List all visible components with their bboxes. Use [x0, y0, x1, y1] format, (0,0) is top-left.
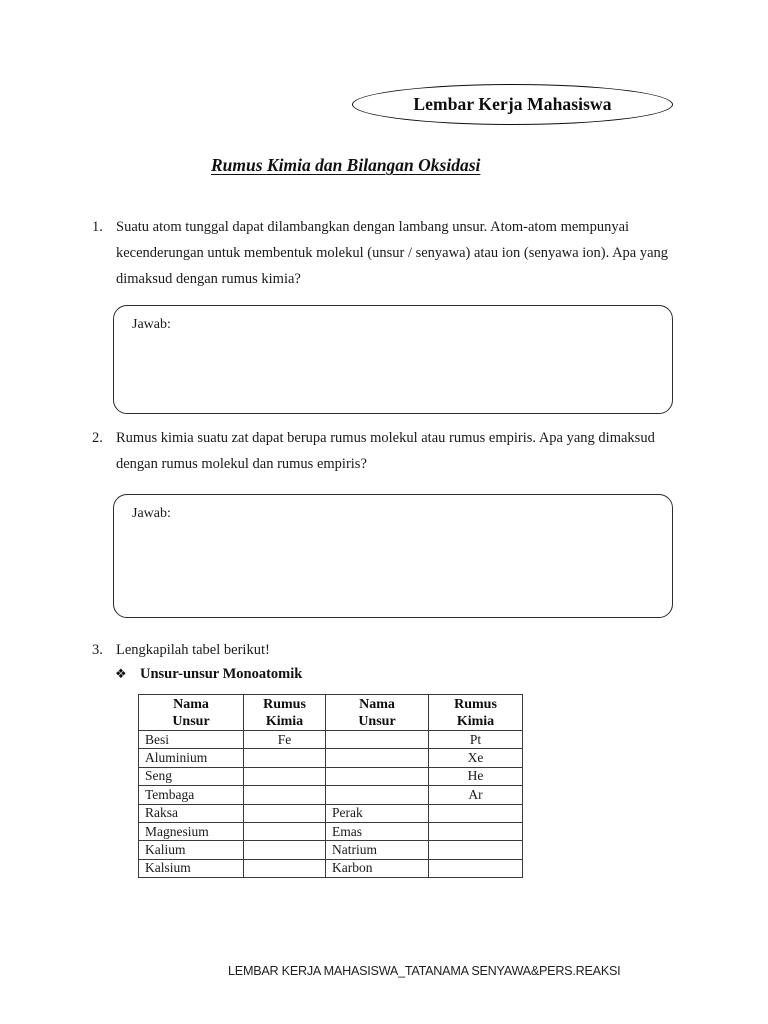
table-header-line1: Nama — [359, 696, 395, 712]
table-cell-name-right[interactable]: Natrium — [326, 841, 429, 859]
table-cell-formula-left[interactable] — [244, 822, 326, 840]
table-cell-formula-left[interactable] — [244, 786, 326, 804]
table-header-cell-2 — [244, 695, 326, 731]
table-header-cell-3 — [326, 695, 429, 731]
question-number-3: 3. — [92, 642, 103, 658]
table-header-line1: Rumus — [454, 696, 497, 712]
answer-label-2: Jawab: — [132, 506, 171, 521]
table-cell-name-left[interactable]: Kalium — [139, 841, 244, 859]
question-item-3 — [92, 637, 516, 663]
table-header-line1: Rumus — [263, 696, 306, 712]
table-cell-name-left[interactable]: Aluminium — [139, 749, 244, 767]
table-cell-name-right[interactable]: Emas — [326, 822, 429, 840]
page-footer: LEMBAR KERJA MAHASISWA_TATANAMA SENYAWA&PERS.REAKSI — [228, 963, 621, 978]
table-row — [139, 731, 523, 749]
table-cell-formula-right[interactable] — [429, 822, 523, 840]
table-row — [139, 767, 523, 785]
table-row — [139, 786, 523, 804]
table-cell-name-left[interactable]: Besi — [139, 731, 244, 749]
table-header-line2: Unsur — [358, 713, 396, 729]
question-number-2: 2. — [92, 430, 103, 446]
table-cell-formula-right[interactable]: Xe — [429, 749, 523, 767]
table-cell-name-left[interactable]: Raksa — [139, 804, 244, 822]
table-cell-name-right[interactable] — [326, 749, 429, 767]
table-cell-formula-right[interactable] — [429, 859, 523, 877]
section-heading-label: Unsur-unsur Monoatomik — [140, 666, 303, 682]
question-text-2: Rumus kimia suatu zat dapat berupa rumus molekul atau rumus empiris. Apa yang dimaksud dengan rumus molekul dan rumus empiris? — [116, 430, 655, 472]
table-cell-formula-right[interactable]: Pt — [429, 731, 523, 749]
question-item-2 — [92, 425, 676, 477]
question-text-3: Lengkapilah tabel berikut! — [116, 642, 270, 658]
table-cell-formula-left[interactable] — [244, 804, 326, 822]
answer-box-2[interactable] — [113, 494, 673, 618]
question-number-1: 1. — [92, 219, 103, 235]
table-cell-formula-left[interactable] — [244, 841, 326, 859]
table-cell-name-left[interactable]: Tembaga — [139, 786, 244, 804]
table-header-line2: Unsur — [172, 713, 210, 729]
table-cell-name-right[interactable]: Karbon — [326, 859, 429, 877]
table-header-line2: Kimia — [456, 713, 495, 729]
table-row — [139, 859, 523, 877]
worksheet-title-text: Lembar Kerja Mahasiswa — [413, 94, 612, 114]
table-cell-name-left[interactable]: Seng — [139, 767, 244, 785]
table-cell-formula-right[interactable] — [429, 841, 523, 859]
table-cell-formula-left[interactable] — [244, 767, 326, 785]
table-cell-name-right[interactable] — [326, 767, 429, 785]
table-row — [139, 804, 523, 822]
worksheet-title-badge — [352, 84, 673, 125]
answer-label-1: Jawab: — [132, 317, 171, 332]
table-row — [139, 749, 523, 767]
table-row — [139, 822, 523, 840]
table-cell-name-left[interactable]: Kalsium — [139, 859, 244, 877]
monoatomic-elements-table — [138, 694, 523, 878]
table-row — [139, 841, 523, 859]
section-heading-monoatomik — [115, 664, 302, 685]
table-cell-formula-left[interactable] — [244, 859, 326, 877]
table-cell-name-right[interactable] — [326, 731, 429, 749]
table-cell-formula-right[interactable]: Ar — [429, 786, 523, 804]
table-header-cell-1 — [139, 695, 244, 731]
table-header-line1: Nama — [173, 696, 209, 712]
table-header-row — [139, 695, 523, 731]
answer-box-1[interactable] — [113, 305, 673, 414]
table-cell-name-right[interactable] — [326, 786, 429, 804]
table-cell-formula-left[interactable] — [244, 749, 326, 767]
table-cell-name-right[interactable]: Perak — [326, 804, 429, 822]
table-header-line2: Kimia — [265, 713, 304, 729]
table-cell-formula-right[interactable] — [429, 804, 523, 822]
table-cell-name-left[interactable]: Magnesium — [139, 822, 244, 840]
worksheet-subtitle: Rumus Kimia dan Bilangan Oksidasi — [211, 155, 481, 175]
table-cell-formula-left[interactable]: Fe — [244, 731, 326, 749]
diamond-bullet-icon: ❖ — [115, 667, 127, 682]
question-item-1 — [92, 214, 678, 292]
question-text-1: Suatu atom tunggal dapat dilambangkan dengan lambang unsur. Atom-atom mempunyai kecenderungan untuk membentuk molekul (unsur / senyawa) atau ion (senyawa ion). Apa yang dimaksud dengan rumus kimia? — [116, 219, 669, 287]
table-cell-formula-right[interactable]: He — [429, 767, 523, 785]
table-header-cell-4 — [429, 695, 523, 731]
